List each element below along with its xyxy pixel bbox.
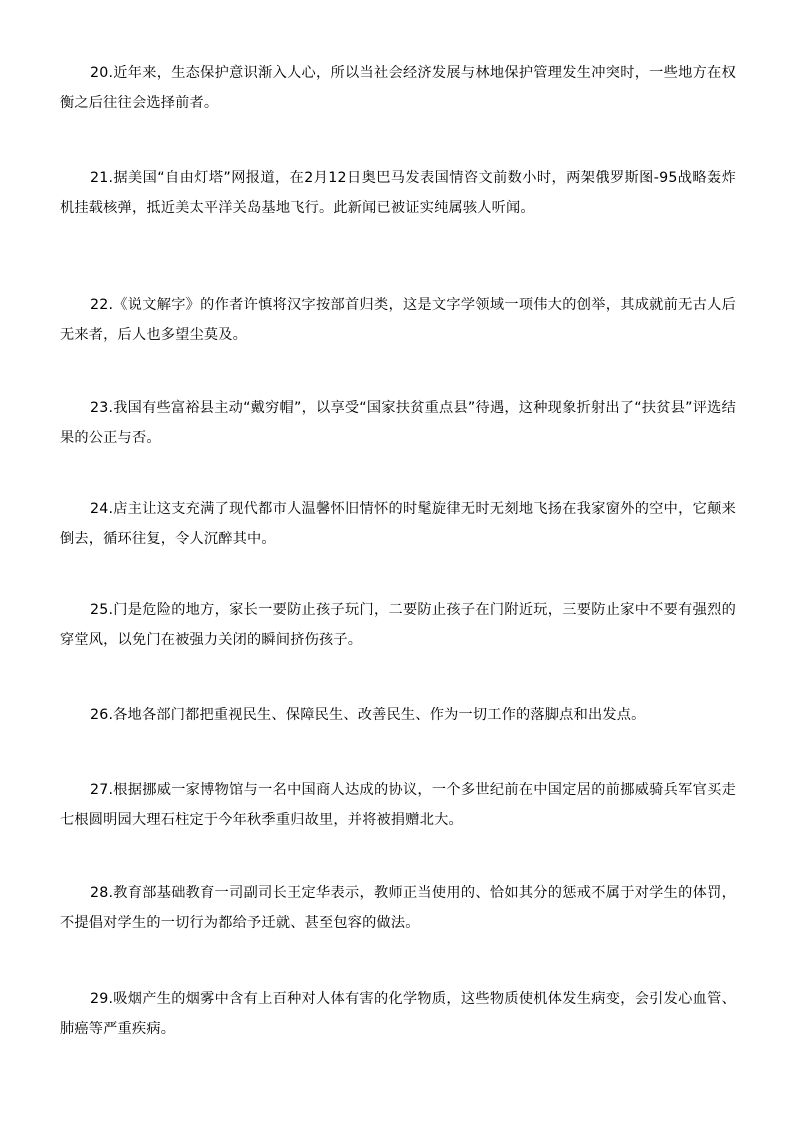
question-28: 28.教育部基础教育一司副司长王定华表示，教师正当使用的、恰如其分的惩戒不属于对学生的体罚，不提倡对学生的一切行为都给予迁就、甚至包容的做法。	[60, 885, 736, 931]
question-24: 24.店主让这支充满了现代都市人温馨怀旧情怀的时髦旋律无时无刻地飞扬在我家窗外的空中，它颠来倒去，循环往复，令人沉醉其中。	[60, 501, 736, 547]
question-27: 27.根据挪威一家博物馆与一名中国商人达成的协议，一个多世纪前在中国定居的前挪威骑兵军官买走七根圆明园大理石柱定于今年秋季重归故里，并将被捐赠北大。	[60, 782, 736, 828]
question-23: 23.我国有些富裕县主动“戴穷帽”，以享受“国家扶贫重点县”待遇，这种现象折射出了“扶贫县”评选结果的公正与否。	[60, 400, 736, 446]
question-22: 22.《说文解字》的作者许慎将汉字按部首归类，这是文字学领域一项伟大的创举，其成就前无古人后无来者，后人也多望尘莫及。	[60, 297, 736, 343]
question-26: 26.各地各部门都把重视民生、保障民生、改善民生、作为一切工作的落脚点和出发点。	[90, 707, 646, 723]
question-29: 29.吸烟产生的烟雾中含有上百种对人体有害的化学物质，这些物质使机体发生病变，会引发心血管、肺癌等严重疾病。	[60, 991, 736, 1037]
question-20: 20.近年来，生态保护意识渐入人心，所以当社会经济发展与林地保护管理发生冲突时，一些地方在权衡之后往往会选择前者。	[60, 65, 736, 111]
question-25: 25.门是危险的地方，家长一要防止孩子玩门，二要防止孩子在门附近玩，三要防止家中不要有强烈的穿堂风，以免门在被强力关闭的瞬间挤伤孩子。	[60, 602, 736, 648]
question-21: 21.据美国“自由灯塔”网报道，在2月12日奥巴马发表国情咨文前数小时，两架俄罗斯图-95战略轰炸机挂载核弹，抵近美太平洋关岛基地飞行。此新闻已被证实纯属骇人听闻。	[60, 170, 736, 216]
